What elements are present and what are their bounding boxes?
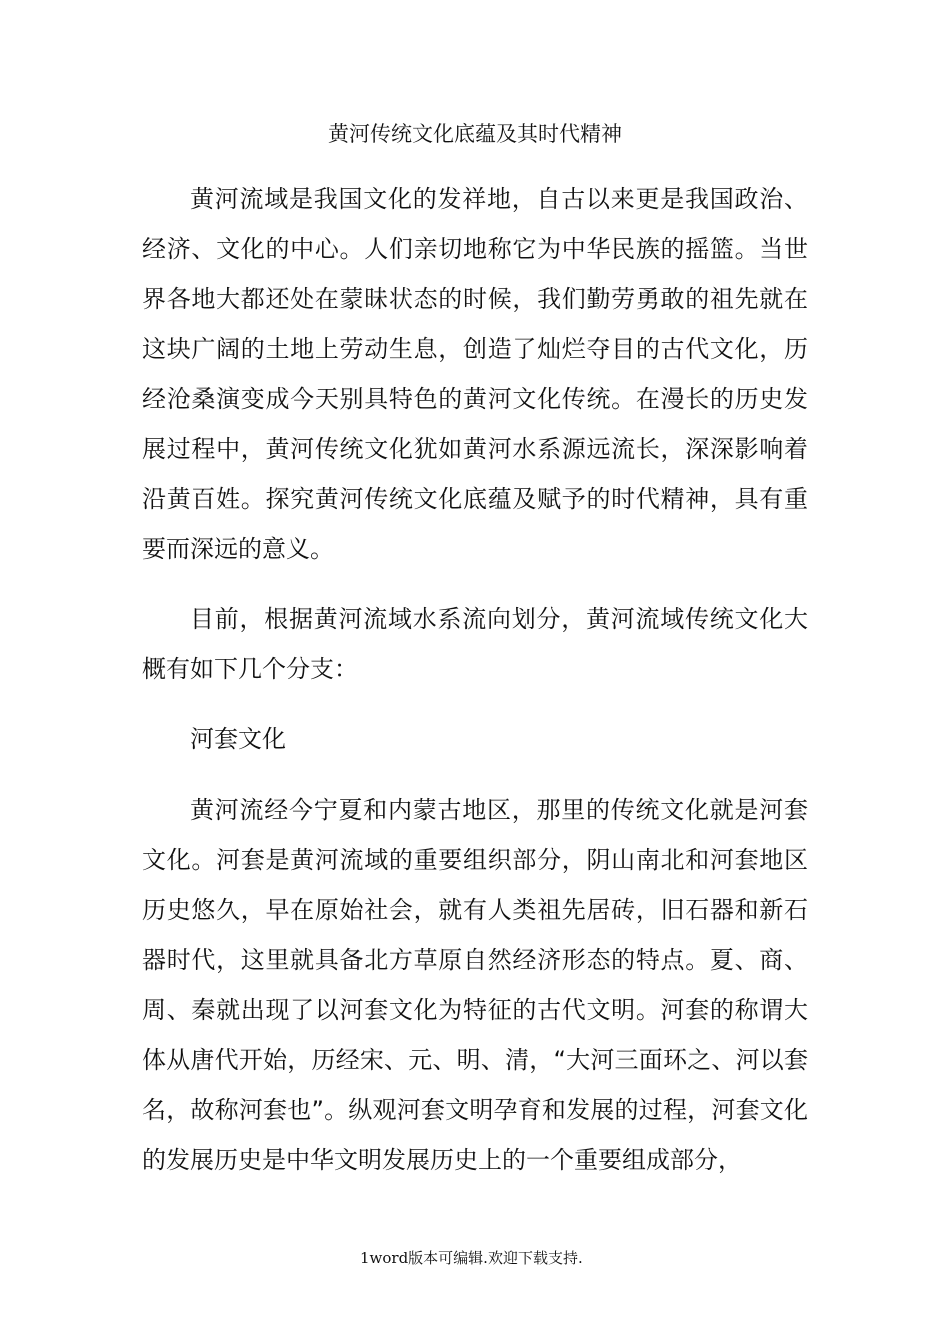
paragraph-intro: 黄河流域是我国文化的发祥地，自古以来更是我国政治、经济、文化的中心。人们亲切地称它为中华民族的摇篮。当世界各地大都还处在蒙昧状态的时候，我们勤劳勇敢的祖先就在这块广阔的土地上劳动生息，创造了灿烂夺目的古代文化，历经沧桑演变成今天别具特色的黄河文化传统。在漫长的历史发展过程中，黄河传统文化犹如黄河水系源远流长，深深影响着沿黄百姓。探究黄河传统文化底蕴及赋予的时代精神，具有重要而深远的意义。 [142,185,808,563]
document-title: 黄河传统文化底蕴及其时代精神 [328,122,622,146]
paragraph-hetao: 黄河流经今宁夏和内蒙古地区，那里的传统文化就是河套文化。河套是黄河流域的重要组织部分，阴山南北和河套地区历史悠久，早在原始社会，就有人类祖先居砖，旧石器和新石器时代，这里就具备北方草原自然经济形态的特点。夏、商、周、秦就出现了以河套文化为特征的古代文明。河套的称谓大体从唐代开始，历经宋、元、明、清，“大河三面环之、河以套名，故称河套也”。纵观河套文明孕育和发展的过程，河套文化的发展历史是中华文明发展历史上的一个重要组成部分， [142,796,808,1174]
section-heading-hetao: 河套文化 [190,725,286,753]
paragraph-branches: 目前，根据黄河流域水系流向划分，黄河流域传统文化大概有如下几个分支： [142,605,808,683]
page-footer: 1word版本可编辑.欢迎下载支持. [360,1249,583,1267]
